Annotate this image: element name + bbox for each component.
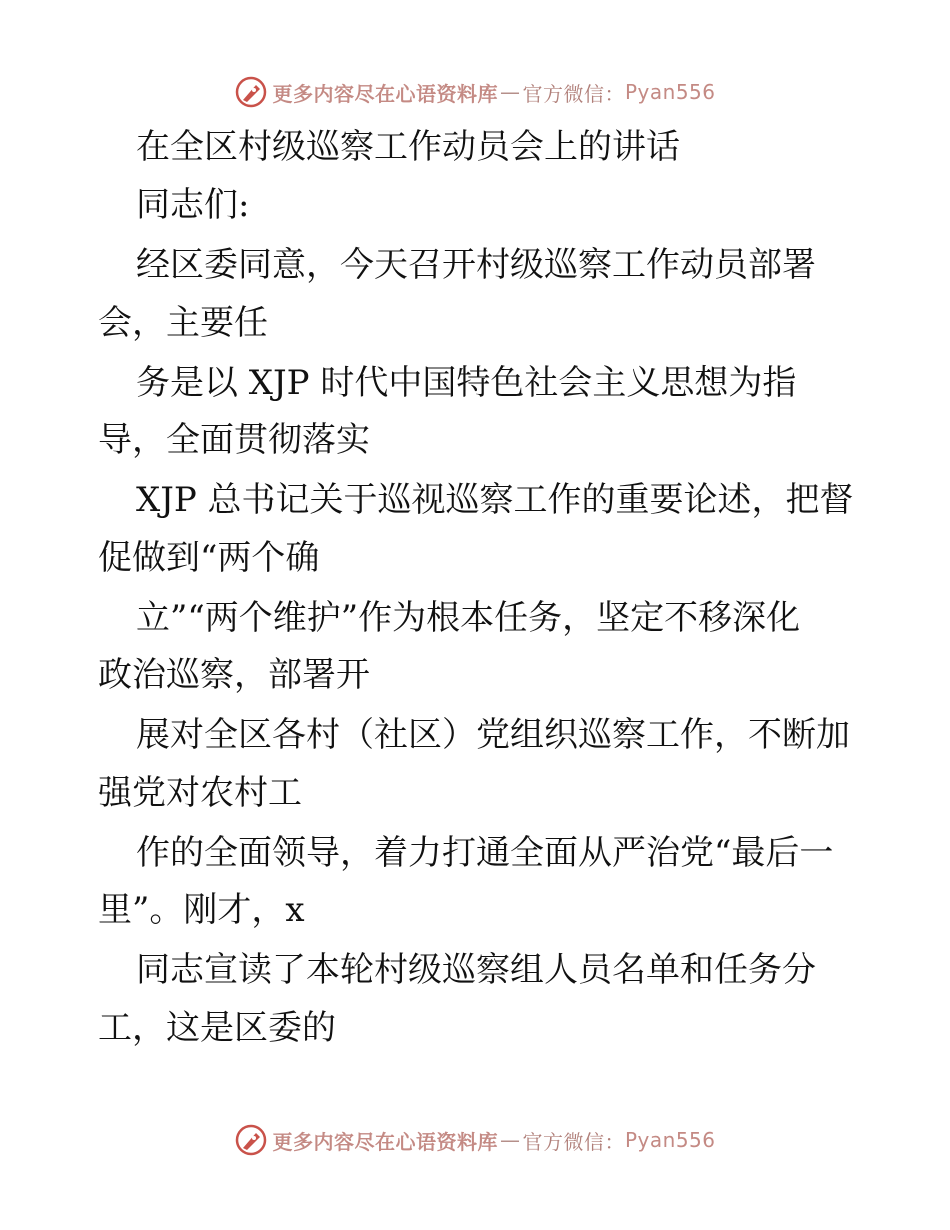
paragraph-line: 展对全区各村（社区）党组织巡察工作，不断加 bbox=[136, 715, 850, 755]
paragraph-line: 促做到“两个确 bbox=[98, 538, 320, 578]
banner-brand-text: 更多内容尽在心语资料库 bbox=[272, 1129, 498, 1154]
banner-account: Pyan556 bbox=[624, 1128, 716, 1152]
paragraph-line: 立”“两个维护”作为根本任务，坚定不移深化 bbox=[136, 598, 801, 638]
banner-brand-text: 更多内容尽在心语资料库 bbox=[272, 81, 498, 106]
banner-separator: — bbox=[499, 80, 521, 104]
document-title: 在全区村级巡察工作动员会上的讲话 bbox=[136, 127, 680, 167]
header-watermark-banner bbox=[0, 72, 950, 112]
paragraph-line: 作的全面领导，着力打通全面从严治党“最后一 bbox=[136, 833, 834, 873]
banner-account: Pyan556 bbox=[624, 80, 716, 104]
paragraph-line: XJP 总书记关于巡视巡察工作的重要论述，把督 bbox=[136, 480, 854, 520]
paragraph-line: 务是以 XJP 时代中国特色社会主义思想为指 bbox=[136, 363, 797, 403]
paragraph-line: 会，主要任 bbox=[98, 303, 268, 343]
banner-wechat-label: 官方微信： bbox=[522, 1129, 625, 1154]
paragraph-line: 同志宣读了本轮村级巡察组人员名单和任务分 bbox=[136, 950, 816, 990]
paragraph-line: 经区委同意，今天召开村级巡察工作动员部署 bbox=[136, 245, 816, 285]
paragraph-line: 政治巡察，部署开 bbox=[98, 655, 370, 695]
pen-nib-logo-icon bbox=[234, 1123, 268, 1157]
banner-separator: — bbox=[499, 1128, 521, 1152]
paragraph-line: 里”。刚才，x bbox=[98, 890, 305, 930]
pen-nib-logo-icon bbox=[234, 75, 268, 109]
paragraph-line: 工，这是区委的 bbox=[98, 1008, 336, 1048]
paragraph-line: 强党对农村工 bbox=[98, 773, 302, 813]
banner-wechat-label: 官方微信： bbox=[522, 81, 625, 106]
salutation-line: 同志们: bbox=[136, 185, 250, 225]
footer-watermark-banner bbox=[0, 1120, 950, 1160]
paragraph-line: 导，全面贯彻落实 bbox=[98, 420, 370, 460]
